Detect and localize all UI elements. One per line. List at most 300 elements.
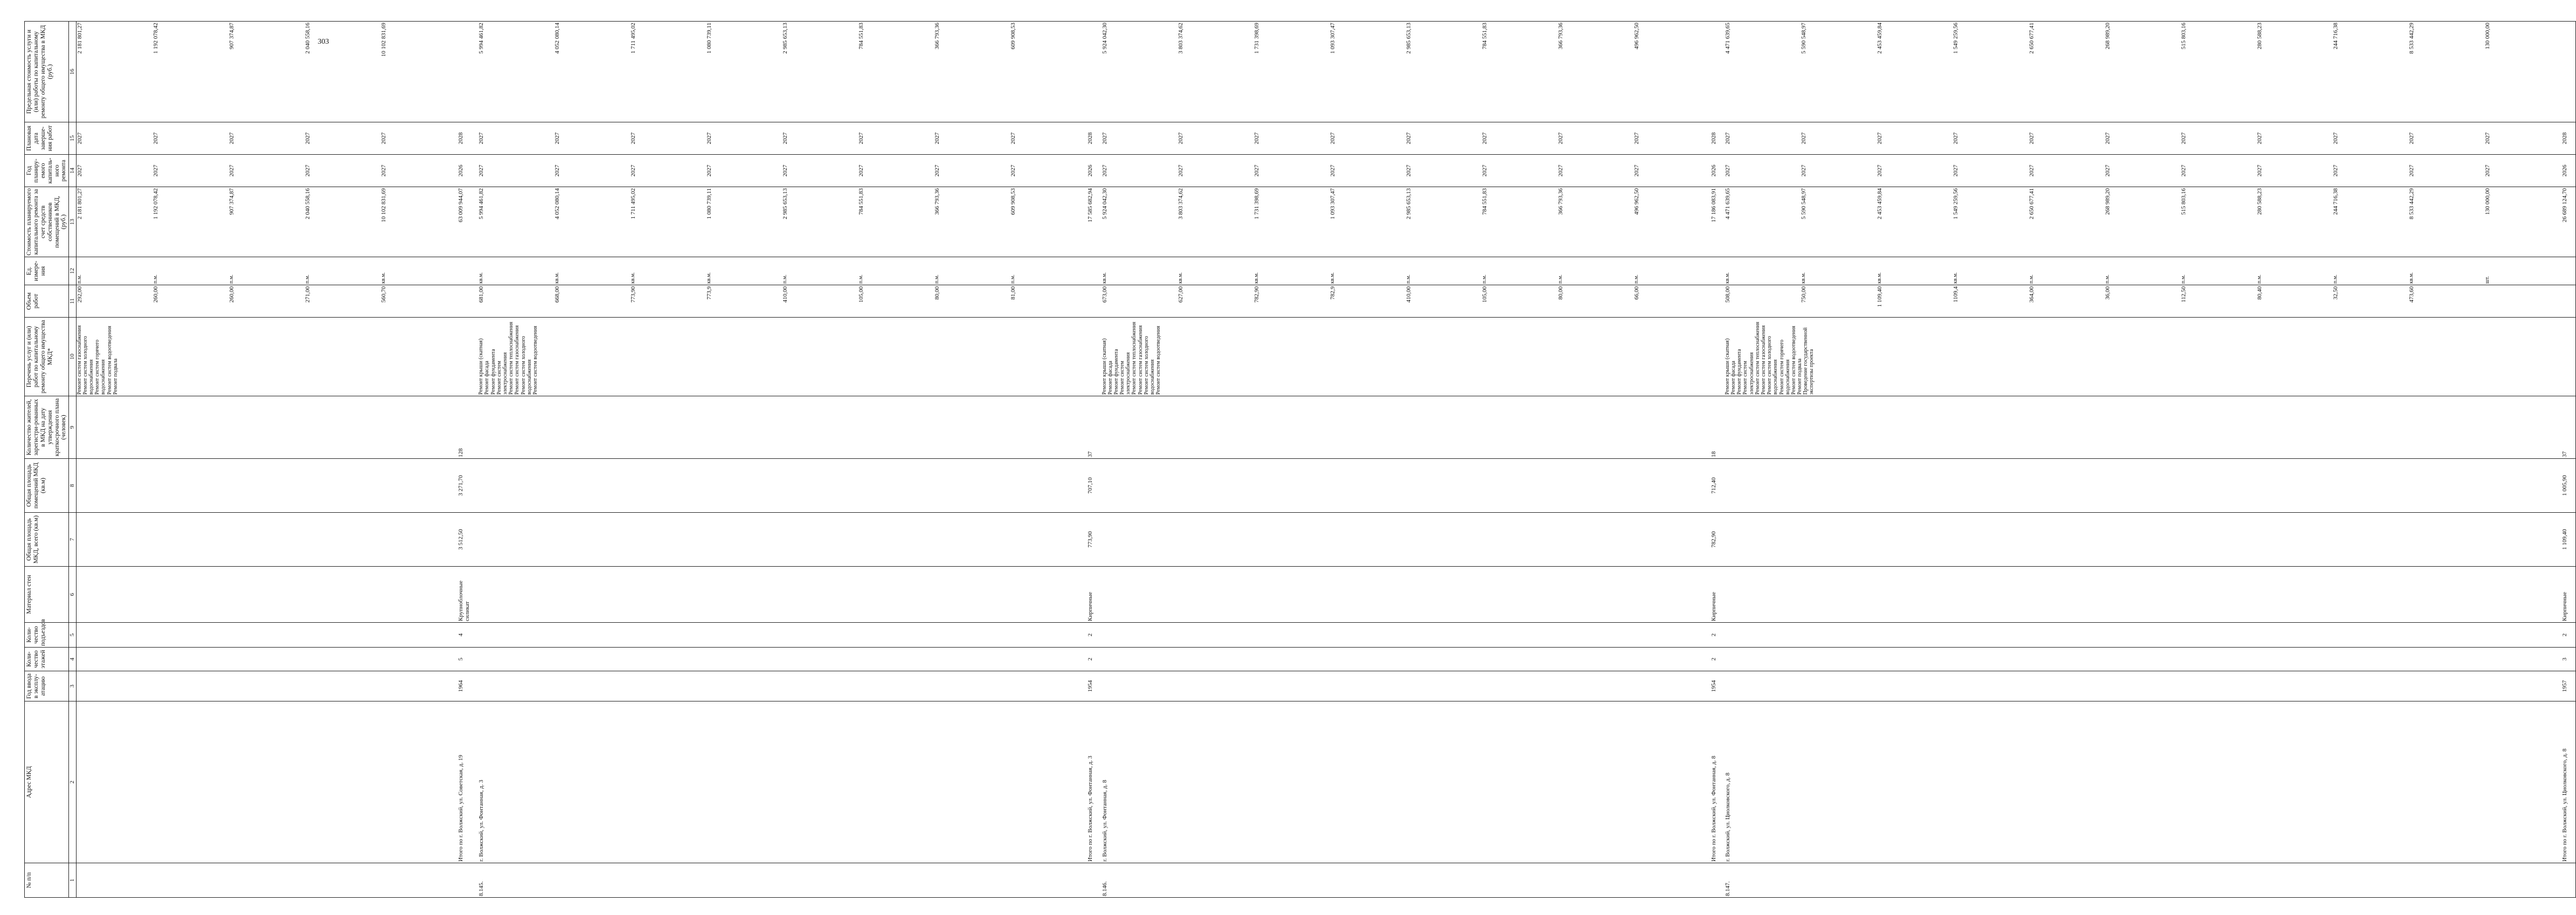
table-header bbox=[25, 22, 77, 898]
column-number-10: 10 bbox=[69, 318, 76, 396]
spacer-cell bbox=[470, 22, 478, 122]
wall-material-cell: Крупноблочные силикат bbox=[456, 567, 471, 623]
commission-year-cell: 1957 bbox=[2560, 671, 2568, 701]
plan-year-line: 2027 bbox=[2332, 164, 2339, 177]
address-cell: г. Волжский, ул. Циолковского, д. 8 bbox=[1725, 701, 2560, 863]
plan-year-line: 2027 bbox=[2256, 164, 2263, 177]
works-line: Ремонт подвала bbox=[1797, 358, 1803, 395]
plan-year-cell bbox=[478, 155, 1086, 187]
plan-year-line: 2026 bbox=[457, 164, 464, 177]
cost-line: 1 192 078,42 bbox=[152, 188, 159, 219]
unit-line: п.м. bbox=[934, 274, 940, 284]
limit-cost-line: 1 192 078,42 bbox=[152, 23, 159, 54]
cost-line: 26 689 124,70 bbox=[2561, 188, 2568, 223]
cost-line: 366 793,36 bbox=[1557, 188, 1564, 215]
column-header-7: Общая площадь МКД, всего (кв.м) bbox=[25, 513, 69, 567]
spacer-cell bbox=[1717, 122, 1725, 155]
works-cell bbox=[1102, 318, 1709, 396]
end-date-line: 2027 bbox=[478, 132, 485, 145]
spacer-cell bbox=[470, 623, 478, 648]
works-line: Ремонт систем теплоснабжения bbox=[1754, 321, 1761, 395]
unit-cell bbox=[1725, 257, 2560, 285]
cost-line: 496 962,50 bbox=[1633, 188, 1640, 215]
end-date-cell bbox=[456, 122, 471, 155]
address-cell: г. Волжский, ул. Фонтанная, д. 8 bbox=[1102, 701, 1709, 863]
volume-line: 410,00 bbox=[782, 286, 789, 303]
works-line: Ремонт систем горячего водоснабжения bbox=[1778, 339, 1791, 395]
limit-cost-cell bbox=[1709, 22, 1717, 122]
column-header-9: Количество жителей, зарегистри-рованных в МКД на дату утверждения краткосрочного плана (человек) bbox=[25, 396, 69, 459]
spacer-cell bbox=[1717, 567, 1725, 623]
spacer-cell bbox=[1094, 22, 1102, 122]
cost-line: 10 102 831,69 bbox=[380, 188, 387, 223]
capital-repair-plan-table bbox=[24, 21, 2576, 898]
spacer-row bbox=[1717, 22, 1725, 898]
plan-year-line: 2026 bbox=[1087, 164, 1094, 177]
column-header-8: Общая площадь помещений МКД (кв.м) bbox=[25, 459, 69, 513]
spacer-cell bbox=[2568, 701, 2576, 863]
table-row bbox=[1725, 22, 2560, 898]
entrances-cell bbox=[76, 623, 456, 648]
spacer-cell bbox=[2568, 285, 2576, 318]
spacer-cell bbox=[470, 513, 478, 567]
plan-year-line: 2027 bbox=[2180, 164, 2187, 177]
column-header-11: Объем работ bbox=[25, 285, 69, 318]
cost-line: 17 186 083,91 bbox=[1710, 188, 1717, 223]
cost-cell bbox=[1086, 187, 1093, 257]
plan-year-line: 2027 bbox=[304, 164, 311, 177]
limit-cost-cell bbox=[1086, 22, 1093, 122]
residents-cell bbox=[1725, 396, 2560, 459]
spacer-cell bbox=[1717, 701, 1725, 863]
column-number-8: 8 bbox=[69, 459, 76, 513]
cost-line: 5 590 548,97 bbox=[1800, 188, 1807, 219]
limit-cost-line: 2 181 801,27 bbox=[76, 23, 83, 54]
limit-cost-line: 4 052 080,14 bbox=[554, 23, 561, 54]
works-line: Ремонт фундамента bbox=[1113, 349, 1119, 395]
volume-cell bbox=[456, 285, 471, 318]
unit-line: кв.м. bbox=[1329, 272, 1335, 284]
column-number-13: 13 bbox=[69, 187, 76, 257]
limit-cost-line: 1 093 307,47 bbox=[1329, 23, 1336, 54]
spacer-cell bbox=[1717, 648, 1725, 671]
rooms-area-cell: 1 005,90 bbox=[2560, 459, 2568, 513]
plan-year-cell bbox=[1725, 155, 2560, 187]
works-line: Проведение государственной экспертизы проекта bbox=[1803, 327, 1815, 395]
works-line: Ремонт систем холодного водоснабжения bbox=[82, 336, 94, 395]
end-date-line: 2027 bbox=[2256, 132, 2263, 145]
works-cell bbox=[2560, 318, 2568, 396]
cost-line: 2 985 653,13 bbox=[782, 188, 789, 219]
spacer-cell bbox=[1717, 318, 1725, 396]
volume-line: 260,00 bbox=[228, 286, 235, 303]
end-date-line: 2027 bbox=[1329, 132, 1336, 145]
cost-line: 63 009 944,07 bbox=[457, 188, 464, 223]
plan-year-line: 2027 bbox=[1253, 164, 1260, 177]
spacer-cell bbox=[470, 567, 478, 623]
residents-cell bbox=[478, 396, 1086, 459]
cost-line: 4 052 080,14 bbox=[554, 188, 561, 219]
works-cell bbox=[1709, 318, 1717, 396]
cost-line: 2 181 801,27 bbox=[76, 188, 83, 219]
column-number-7: 7 bbox=[69, 513, 76, 567]
commission-year-cell bbox=[1725, 671, 2560, 701]
floors-cell bbox=[1725, 648, 2560, 671]
spacer-cell bbox=[2568, 257, 2576, 285]
item-number-cell bbox=[2560, 863, 2568, 898]
spacer-cell bbox=[1717, 257, 1725, 285]
volume-line: 681,00 bbox=[478, 286, 485, 303]
end-date-line: 2027 bbox=[1952, 132, 1959, 145]
end-date-line: 2027 bbox=[1010, 132, 1017, 145]
column-header-2: Адрес МКД bbox=[25, 701, 69, 863]
column-number-11: 11 bbox=[69, 285, 76, 318]
spacer-cell bbox=[470, 396, 478, 459]
end-date-line: 2027 bbox=[782, 132, 789, 145]
plan-year-line: 2027 bbox=[1329, 164, 1336, 177]
spacer-cell bbox=[1094, 648, 1102, 671]
plan-year-cell bbox=[1086, 155, 1093, 187]
works-cell bbox=[1086, 318, 1093, 396]
spacer-cell bbox=[470, 285, 478, 318]
column-number-15: 15 bbox=[69, 122, 76, 155]
unit-cell bbox=[1102, 257, 1709, 285]
works-line: Ремонт крыши (скатная) bbox=[1101, 338, 1107, 395]
wall-material-cell bbox=[478, 567, 1086, 623]
end-date-line: 2027 bbox=[380, 132, 387, 145]
commission-year-cell bbox=[478, 671, 1086, 701]
unit-line: кв.м. bbox=[478, 272, 484, 284]
total-area-cell: 1 109,40 bbox=[2560, 513, 2568, 567]
limit-cost-line: 4 471 639,65 bbox=[1724, 23, 1731, 54]
volume-line: 508,00 bbox=[1724, 286, 1731, 303]
spacer-cell bbox=[2568, 459, 2576, 513]
spacer-cell bbox=[2568, 396, 2576, 459]
commission-year-cell: 1954 bbox=[1709, 671, 1717, 701]
limit-cost-line: 496 962,50 bbox=[1633, 23, 1640, 50]
spacer-cell bbox=[470, 863, 478, 898]
page-number: 303 bbox=[317, 38, 329, 46]
total-area-cell bbox=[1725, 513, 2560, 567]
total-area-cell: 773,90 bbox=[1086, 513, 1093, 567]
floors-cell: 3 bbox=[2560, 648, 2568, 671]
cost-line: 366 793,36 bbox=[934, 188, 941, 215]
item-number-cell bbox=[76, 863, 456, 898]
unit-line: кв.м. bbox=[1876, 272, 1882, 284]
volume-cell bbox=[1102, 285, 1709, 318]
plan-year-line: 2027 bbox=[1177, 164, 1184, 177]
limit-cost-line: 2 985 653,13 bbox=[782, 23, 789, 54]
works-line: Ремонт систем электроснабжения bbox=[496, 352, 508, 395]
unit-line: кв.м. bbox=[1724, 272, 1730, 284]
column-number-4: 4 bbox=[69, 648, 76, 671]
volume-line: 81,00 bbox=[1010, 286, 1017, 300]
spacer-cell bbox=[470, 459, 478, 513]
limit-cost-cell bbox=[1102, 22, 1709, 122]
works-line: Ремонт фундамента bbox=[490, 349, 496, 395]
column-header-5: Коли-чество подъездов bbox=[25, 623, 69, 648]
works-line: Ремонт систем водоотведения bbox=[532, 326, 538, 395]
spacer-cell bbox=[2568, 122, 2576, 155]
end-date-line: 2027 bbox=[706, 132, 713, 145]
plan-year-line: 2027 bbox=[2408, 164, 2415, 177]
end-date-line: 2027 bbox=[1724, 132, 1731, 145]
total-row bbox=[456, 22, 471, 898]
limit-cost-line: 1 549 259,56 bbox=[1952, 23, 1959, 54]
spacer-row bbox=[1094, 22, 1102, 898]
residents-cell: 37 bbox=[1086, 396, 1093, 459]
end-date-line: 2027 bbox=[2180, 132, 2187, 145]
plan-year-line: 2027 bbox=[1405, 164, 1412, 177]
end-date-line: 2027 bbox=[76, 132, 83, 145]
cost-line: 280 588,23 bbox=[2256, 188, 2263, 215]
spacer-cell bbox=[1717, 459, 1725, 513]
end-date-line: 2027 bbox=[1177, 132, 1184, 145]
works-line: Ремонт систем холодного водоснабжения bbox=[520, 336, 532, 395]
end-date-line: 2027 bbox=[630, 132, 637, 145]
address-cell: Итого по г. Волжский, ул. Советская, д. 19 bbox=[456, 701, 471, 863]
cost-line: 2 650 677,41 bbox=[2028, 188, 2035, 219]
plan-year-line: 2027 bbox=[1101, 164, 1108, 177]
volume-line: 32,50 bbox=[2332, 286, 2339, 300]
plan-year-line: 2027 bbox=[1010, 164, 1017, 177]
plan-year-line: 2027 bbox=[2484, 164, 2491, 177]
total-area-cell bbox=[478, 513, 1086, 567]
cost-line: 5 924 042,30 bbox=[1101, 188, 1108, 219]
spacer-cell bbox=[2568, 155, 2576, 187]
end-date-line: 2027 bbox=[2028, 132, 2035, 145]
volume-line: 782,9 bbox=[1329, 286, 1336, 300]
spacer-cell bbox=[1094, 396, 1102, 459]
total-area-cell: 3 512,50 bbox=[456, 513, 471, 567]
works-line: Ремонт систем теплоснабжения bbox=[1131, 321, 1138, 395]
volume-line: 750,00 bbox=[1800, 286, 1807, 303]
cost-line: 1 731 398,69 bbox=[1253, 188, 1260, 219]
cost-cell bbox=[1709, 187, 1717, 257]
column-header-1: № п/п bbox=[25, 863, 69, 898]
floors-cell: 2 bbox=[1086, 648, 1093, 671]
spacer-cell bbox=[2568, 513, 2576, 567]
plan-year-line: 2027 bbox=[1481, 164, 1488, 177]
end-date-line: 2028 bbox=[1087, 132, 1094, 145]
limit-cost-line: 609 908,53 bbox=[1010, 23, 1017, 50]
wall-material-cell bbox=[1102, 567, 1709, 623]
residents-cell bbox=[1102, 396, 1709, 459]
volume-line: 112,50 bbox=[2180, 286, 2187, 302]
limit-cost-cell bbox=[1725, 22, 2560, 122]
end-date-line: 2027 bbox=[1481, 132, 1488, 145]
unit-cell bbox=[456, 257, 471, 285]
wall-material-cell: Кирпичные bbox=[1709, 567, 1717, 623]
works-line: Ремонт крыши (скатная) bbox=[478, 338, 484, 395]
limit-cost-cell bbox=[478, 22, 1086, 122]
unit-line: п.м. bbox=[1405, 274, 1411, 284]
unit-line: п.м. bbox=[76, 274, 82, 284]
plan-year-cell bbox=[1709, 155, 1717, 187]
volume-line: 292,00 bbox=[76, 286, 83, 303]
column-header-15: Плановая дата заверше-ния работ bbox=[25, 122, 69, 155]
end-date-cell bbox=[2560, 122, 2568, 155]
limit-cost-line: 2 985 653,13 bbox=[1405, 23, 1412, 54]
limit-cost-line: 2 040 558,16 bbox=[304, 23, 311, 54]
spacer-cell bbox=[1094, 513, 1102, 567]
cost-cell bbox=[1725, 187, 2560, 257]
end-date-cell bbox=[1725, 122, 2560, 155]
spacer-cell bbox=[1717, 623, 1725, 648]
works-line: Ремонт крыши (скатная) bbox=[1724, 338, 1730, 395]
works-cell bbox=[456, 318, 471, 396]
spacer-cell bbox=[1094, 318, 1102, 396]
wall-material-cell: Кирпичные bbox=[2560, 567, 2568, 623]
end-date-line: 2027 bbox=[554, 132, 561, 145]
wall-material-cell bbox=[76, 567, 456, 623]
plan-year-line: 2027 bbox=[1800, 164, 1807, 177]
entrances-cell bbox=[1102, 623, 1709, 648]
works-line: Ремонт систем холодного водоснабжения bbox=[1767, 336, 1779, 395]
spacer-cell bbox=[2568, 623, 2576, 648]
unit-line: кв.м. bbox=[1101, 272, 1107, 284]
limit-cost-line: 366 793,36 bbox=[1557, 23, 1564, 50]
volume-line: 80,00 bbox=[1557, 286, 1564, 300]
residents-cell: 128 bbox=[456, 396, 471, 459]
works-line: Ремонт систем холодного водоснабжения bbox=[1143, 336, 1155, 395]
address-cell: Итого по г. Волжский, ул. Фонтанная, д. 8 bbox=[1709, 701, 1717, 863]
volume-cell bbox=[478, 285, 1086, 318]
end-date-cell bbox=[76, 122, 456, 155]
column-header-3: Год ввода в эксплу-атацию bbox=[25, 671, 69, 701]
column-number-1: 1 bbox=[69, 863, 76, 898]
total-area-cell bbox=[1102, 513, 1709, 567]
volume-line: 773,9 bbox=[706, 286, 713, 300]
limit-cost-cell bbox=[76, 22, 456, 122]
limit-cost-line: 784 551,83 bbox=[1481, 23, 1488, 50]
table-row bbox=[478, 22, 1086, 898]
entrances-cell: 2 bbox=[1086, 623, 1093, 648]
commission-year-cell: 1964 bbox=[456, 671, 471, 701]
spacer-cell bbox=[1094, 285, 1102, 318]
rooms-area-cell bbox=[478, 459, 1086, 513]
volume-line: 105,00 bbox=[1481, 286, 1488, 303]
rooms-area-cell bbox=[1102, 459, 1709, 513]
volume-line: 560,70 bbox=[380, 286, 387, 303]
end-date-line: 2027 bbox=[1101, 132, 1108, 145]
header-row bbox=[25, 22, 69, 898]
cost-line: 17 585 682,94 bbox=[1087, 188, 1094, 223]
cost-line: 3 803 374,62 bbox=[1177, 188, 1184, 219]
plan-year-line: 2027 bbox=[2104, 164, 2111, 177]
spacer-cell bbox=[2568, 22, 2576, 122]
limit-cost-cell bbox=[2560, 22, 2568, 122]
unit-line: кв.м. bbox=[1952, 272, 1958, 284]
cost-cell bbox=[478, 187, 1086, 257]
limit-cost-line: 3 803 374,62 bbox=[1177, 23, 1184, 54]
spacer-cell bbox=[1094, 459, 1102, 513]
end-date-cell bbox=[478, 122, 1086, 155]
limit-cost-line: 10 102 831,69 bbox=[380, 23, 387, 57]
volume-line: 782,90 bbox=[1253, 286, 1260, 303]
total-area-cell: 782,90 bbox=[1709, 513, 1717, 567]
unit-line: шт. bbox=[2484, 276, 2490, 284]
spacer-row bbox=[470, 22, 478, 898]
volume-line: 80,40 bbox=[2256, 286, 2263, 300]
plan-year-line: 2027 bbox=[1952, 164, 1959, 177]
volume-line: 1109,4 bbox=[1952, 286, 1959, 302]
cost-line: 784 551,83 bbox=[858, 188, 865, 215]
limit-cost-line: 366 793,36 bbox=[934, 23, 941, 50]
unit-cell bbox=[478, 257, 1086, 285]
spacer-cell bbox=[2568, 648, 2576, 671]
column-number-16: 16 bbox=[69, 22, 76, 122]
table-body bbox=[76, 22, 2576, 898]
plan-year-line: 2027 bbox=[630, 164, 637, 177]
column-header-16: Предельная стоимость услуги и (или) работы по капитальному ремонту общего имущества в МКД (руб.) bbox=[25, 22, 69, 122]
plan-year-line: 2026 bbox=[2561, 164, 2568, 177]
limit-cost-line: 268 989,20 bbox=[2104, 23, 2111, 50]
floors-cell bbox=[478, 648, 1086, 671]
spacer-cell bbox=[1717, 671, 1725, 701]
column-number-6: 6 bbox=[69, 567, 76, 623]
total-row bbox=[1709, 22, 1717, 898]
rooms-area-cell: 712,40 bbox=[1709, 459, 1717, 513]
unit-line: п.м. bbox=[2104, 274, 2110, 284]
unit-line: кв.м. bbox=[706, 272, 712, 284]
spacer-cell bbox=[470, 155, 478, 187]
unit-line: кв.м. bbox=[2408, 272, 2414, 284]
column-header-6: Материал стен bbox=[25, 567, 69, 623]
end-date-line: 2027 bbox=[1633, 132, 1640, 145]
plan-year-line: 2027 bbox=[706, 164, 713, 177]
cost-line: 268 989,20 bbox=[2104, 188, 2111, 215]
commission-year-cell bbox=[1102, 671, 1709, 701]
unit-cell bbox=[2560, 257, 2568, 285]
item-number-cell: 8.145. bbox=[478, 863, 1086, 898]
limit-cost-line: 1 711 495,02 bbox=[630, 23, 637, 54]
end-date-line: 2027 bbox=[304, 132, 311, 145]
limit-cost-line: 280 588,23 bbox=[2256, 23, 2263, 50]
volume-line: 473,60 bbox=[2408, 286, 2415, 303]
unit-line: п.м. bbox=[152, 274, 158, 284]
plan-year-line: 2026 bbox=[1710, 164, 1717, 177]
column-number-5: 5 bbox=[69, 623, 76, 648]
cost-cell bbox=[456, 187, 471, 257]
residents-cell: 18 bbox=[1709, 396, 1717, 459]
spacer-cell bbox=[1094, 122, 1102, 155]
total-row bbox=[1086, 22, 1093, 898]
spacer-cell bbox=[470, 671, 478, 701]
plan-year-line: 2027 bbox=[152, 164, 159, 177]
volume-line: 36,00 bbox=[2104, 286, 2111, 300]
cost-line: 1 093 307,47 bbox=[1329, 188, 1336, 219]
rooms-area-cell bbox=[1725, 459, 2560, 513]
entrances-cell: 4 bbox=[456, 623, 471, 648]
unit-line: кв.м. bbox=[1177, 272, 1183, 284]
plan-year-cell bbox=[1102, 155, 1709, 187]
total-row bbox=[2560, 22, 2568, 898]
spacer-cell bbox=[1717, 863, 1725, 898]
spacer-cell bbox=[1094, 567, 1102, 623]
spacer-cell bbox=[1094, 257, 1102, 285]
volume-line: 80,00 bbox=[934, 286, 941, 300]
commission-year-cell bbox=[76, 671, 456, 701]
rooms-area-cell: 3 271,70 bbox=[456, 459, 471, 513]
limit-cost-line: 244 716,38 bbox=[2332, 23, 2339, 50]
plan-year-line: 2027 bbox=[782, 164, 789, 177]
end-date-line: 2027 bbox=[2104, 132, 2111, 145]
works-line: Ремонт систем газоснабжения bbox=[1760, 325, 1767, 395]
unit-line: кв.м. bbox=[1253, 272, 1259, 284]
works-line: Ремонт систем водоотведения bbox=[1790, 326, 1797, 395]
spacer-cell bbox=[1094, 623, 1102, 648]
